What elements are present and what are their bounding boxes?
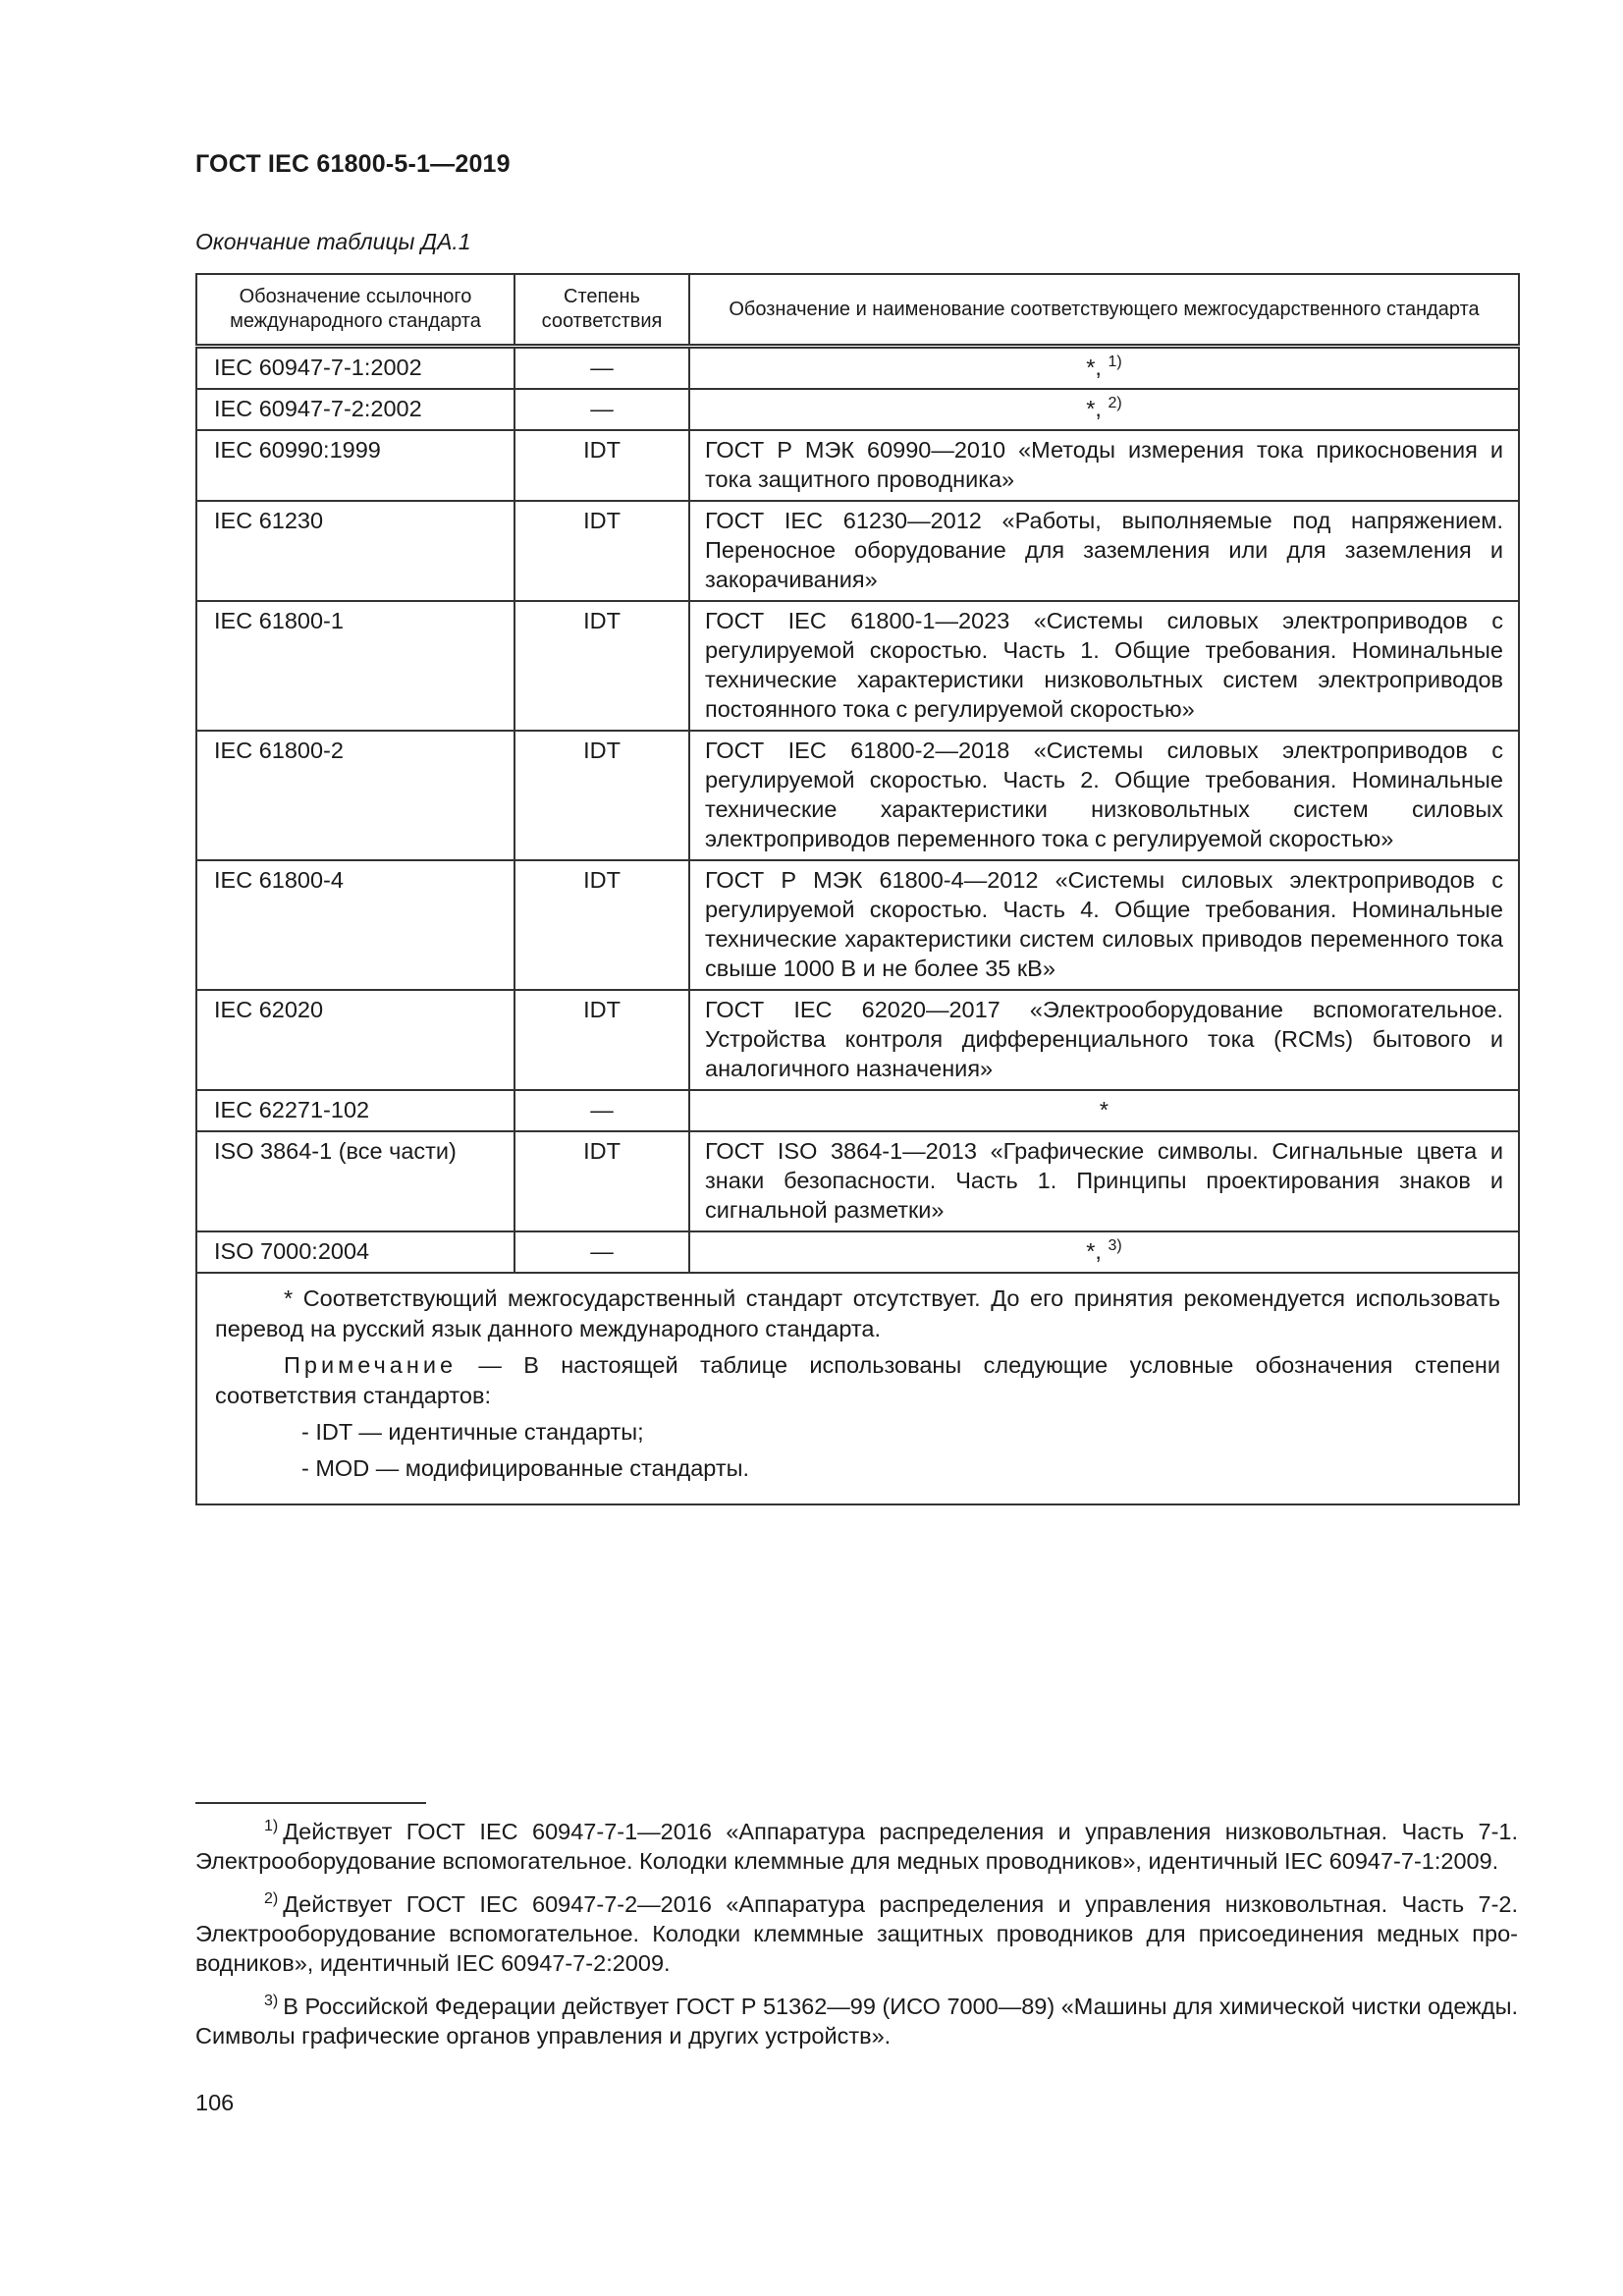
note-list-item: - MOD — модифицированные стандарты. bbox=[301, 1455, 750, 1481]
gost-text: *, bbox=[1086, 355, 1102, 380]
column-header-ref: Обозначение ссылочного международного стандарта bbox=[196, 274, 514, 347]
legend-note bbox=[215, 1350, 1500, 1411]
page-number: 106 bbox=[195, 2090, 235, 2115]
table-header-row bbox=[196, 274, 1519, 347]
table-row bbox=[196, 430, 1519, 501]
table-row bbox=[196, 389, 1519, 430]
ref-cell: IEC 60947-7-1:2002 bbox=[196, 347, 514, 390]
column-header-gost: Обозначение и наименование соответствующего межгосударственного стандарта bbox=[689, 274, 1519, 347]
document-title: ГОСТ IEC 61800-5-1—2019 bbox=[195, 150, 511, 178]
gost-cell: ГОСТ ISO 3864-1—2013 «Графические символы. Сигнальные цвета и знаки безопасности. Часть 1. Принципы проектирования знаков и сигнальной разметки» bbox=[689, 1131, 1519, 1231]
gost-cell: ГОСТ IEC 62020—2017 «Электрооборудование вспомогательное. Устройства контроля дифференциального тока (RCMs) бытового и аналогичного назначения» bbox=[689, 990, 1519, 1090]
footnote-separator bbox=[195, 1802, 426, 1804]
correspondence-table bbox=[195, 273, 1520, 1505]
footnote-mark: 2) bbox=[264, 1890, 279, 1907]
gost-cell: ГОСТ IEC 61230—2012 «Работы, выполняемые под напряжением. Переносное оборудование для заземления или для заземления и закорачивания» bbox=[689, 501, 1519, 601]
degree-cell: IDT bbox=[514, 601, 689, 731]
gost-cell: * bbox=[689, 1090, 1519, 1131]
footnotes bbox=[195, 1817, 1518, 2064]
degree-cell: — bbox=[514, 1090, 689, 1131]
gost-text: *, bbox=[1086, 1238, 1102, 1264]
ref-cell: IEC 62020 bbox=[196, 990, 514, 1090]
table-caption: Окончание таблицы ДА.1 bbox=[195, 229, 471, 254]
footnote bbox=[195, 1817, 1518, 1876]
table-notes-row bbox=[196, 1273, 1519, 1504]
footnote-ref: 1) bbox=[1108, 354, 1122, 370]
table-row bbox=[196, 601, 1519, 731]
note-list-item: - IDT — идентичные стандарты; bbox=[301, 1419, 644, 1445]
degree-cell: IDT bbox=[514, 430, 689, 501]
ref-cell: IEC 62271-102 bbox=[196, 1090, 514, 1131]
gost-cell bbox=[689, 1231, 1519, 1273]
degree-cell: IDT bbox=[514, 860, 689, 990]
footnote-mark: 3) bbox=[264, 1993, 279, 2009]
footnote-text: Действует ГОСТ IEC 60947-7-2—2016 «Аппаратура распределения и управления низковольтная. Часть 7-2. Электрооборудование вспомогательное. Колодки клеммные защитных проводников для присоединения медных про-водников», идентичный IEC 60947-7-2:2009. bbox=[195, 1891, 1518, 1976]
ref-cell: ISO 3864-1 (все части) bbox=[196, 1131, 514, 1231]
degree-cell: IDT bbox=[514, 501, 689, 601]
gost-text: *, bbox=[1086, 396, 1102, 421]
column-header-degree: Степень соответствия bbox=[514, 274, 689, 347]
ref-cell: IEC 61800-1 bbox=[196, 601, 514, 731]
degree-cell: IDT bbox=[514, 1131, 689, 1231]
table-row bbox=[196, 1090, 1519, 1131]
gost-cell bbox=[689, 389, 1519, 430]
table-row bbox=[196, 501, 1519, 601]
gost-cell: ГОСТ IEC 61800-1—2023 «Системы силовых электроприводов с регулируемой скоростью. Часть 1. Общие требования. Номинальные технические характеристики низковольтных систем электроприводов постоянного тока с регулируемой скоростью» bbox=[689, 601, 1519, 731]
table-row bbox=[196, 1231, 1519, 1273]
note-text: — В настоящей таблице использованы следующие условные обозначения степени соответствия стандартов: bbox=[215, 1352, 1500, 1408]
table-row bbox=[196, 860, 1519, 990]
ref-cell: IEC 61230 bbox=[196, 501, 514, 601]
gost-cell bbox=[689, 347, 1519, 390]
degree-cell: — bbox=[514, 1231, 689, 1273]
ref-cell: ISO 7000:2004 bbox=[196, 1231, 514, 1273]
degree-cell: — bbox=[514, 389, 689, 430]
table-row bbox=[196, 990, 1519, 1090]
ref-cell: IEC 60947-7-2:2002 bbox=[196, 389, 514, 430]
ref-cell: IEC 61800-2 bbox=[196, 731, 514, 860]
table-notes bbox=[196, 1273, 1519, 1504]
table-row bbox=[196, 347, 1519, 390]
footnote-ref: 3) bbox=[1108, 1237, 1122, 1254]
asterisk-note: * Соответствующий межгосударственный стандарт отсутствует. До его принятия рекомендуется использовать перевод на русский язык данного международного стандарта. bbox=[215, 1285, 1500, 1341]
table-row bbox=[196, 731, 1519, 860]
degree-cell: — bbox=[514, 347, 689, 390]
note-label: Примечание bbox=[284, 1352, 458, 1378]
ref-cell: IEC 61800-4 bbox=[196, 860, 514, 990]
footnote bbox=[195, 1889, 1518, 1978]
footnote bbox=[195, 1992, 1518, 2050]
gost-cell: ГОСТ Р МЭК 60990—2010 «Методы измерения тока прикосновения и тока защитного проводника» bbox=[689, 430, 1519, 501]
table-row bbox=[196, 1131, 1519, 1231]
footnote-ref: 2) bbox=[1108, 395, 1122, 411]
ref-cell: IEC 60990:1999 bbox=[196, 430, 514, 501]
gost-cell: ГОСТ IEC 61800-2—2018 «Системы силовых электроприводов с регулируемой скоростью. Часть 2. Общие требования. Номинальные технические характеристики низковольтных систем силовых электроприводов переменного тока с регулируемой скоростью» bbox=[689, 731, 1519, 860]
degree-cell: IDT bbox=[514, 731, 689, 860]
footnote-mark: 1) bbox=[264, 1818, 279, 1834]
gost-cell: ГОСТ Р МЭК 61800-4—2012 «Системы силовых электроприводов с регулируемой скоростью. Часть 4. Общие требования. Номинальные технические характеристики систем силовых приводов переменного тока свыше 1000 В и не более 35 кВ» bbox=[689, 860, 1519, 990]
footnote-text: В Российской Федерации действует ГОСТ Р 51362—99 (ИСО 7000—89) «Машины для химической чистки одежды. Символы графические органов управления и других устройств». bbox=[195, 1994, 1518, 2049]
footnote-text: Действует ГОСТ IEC 60947-7-1—2016 «Аппаратура распределения и управления низковольтная. Часть 7-1. Электрооборудование вспомогательное. Колодки клеммные для медных проводников», идентичный IEC 60947-7-1:2009. bbox=[195, 1819, 1518, 1874]
degree-cell: IDT bbox=[514, 990, 689, 1090]
